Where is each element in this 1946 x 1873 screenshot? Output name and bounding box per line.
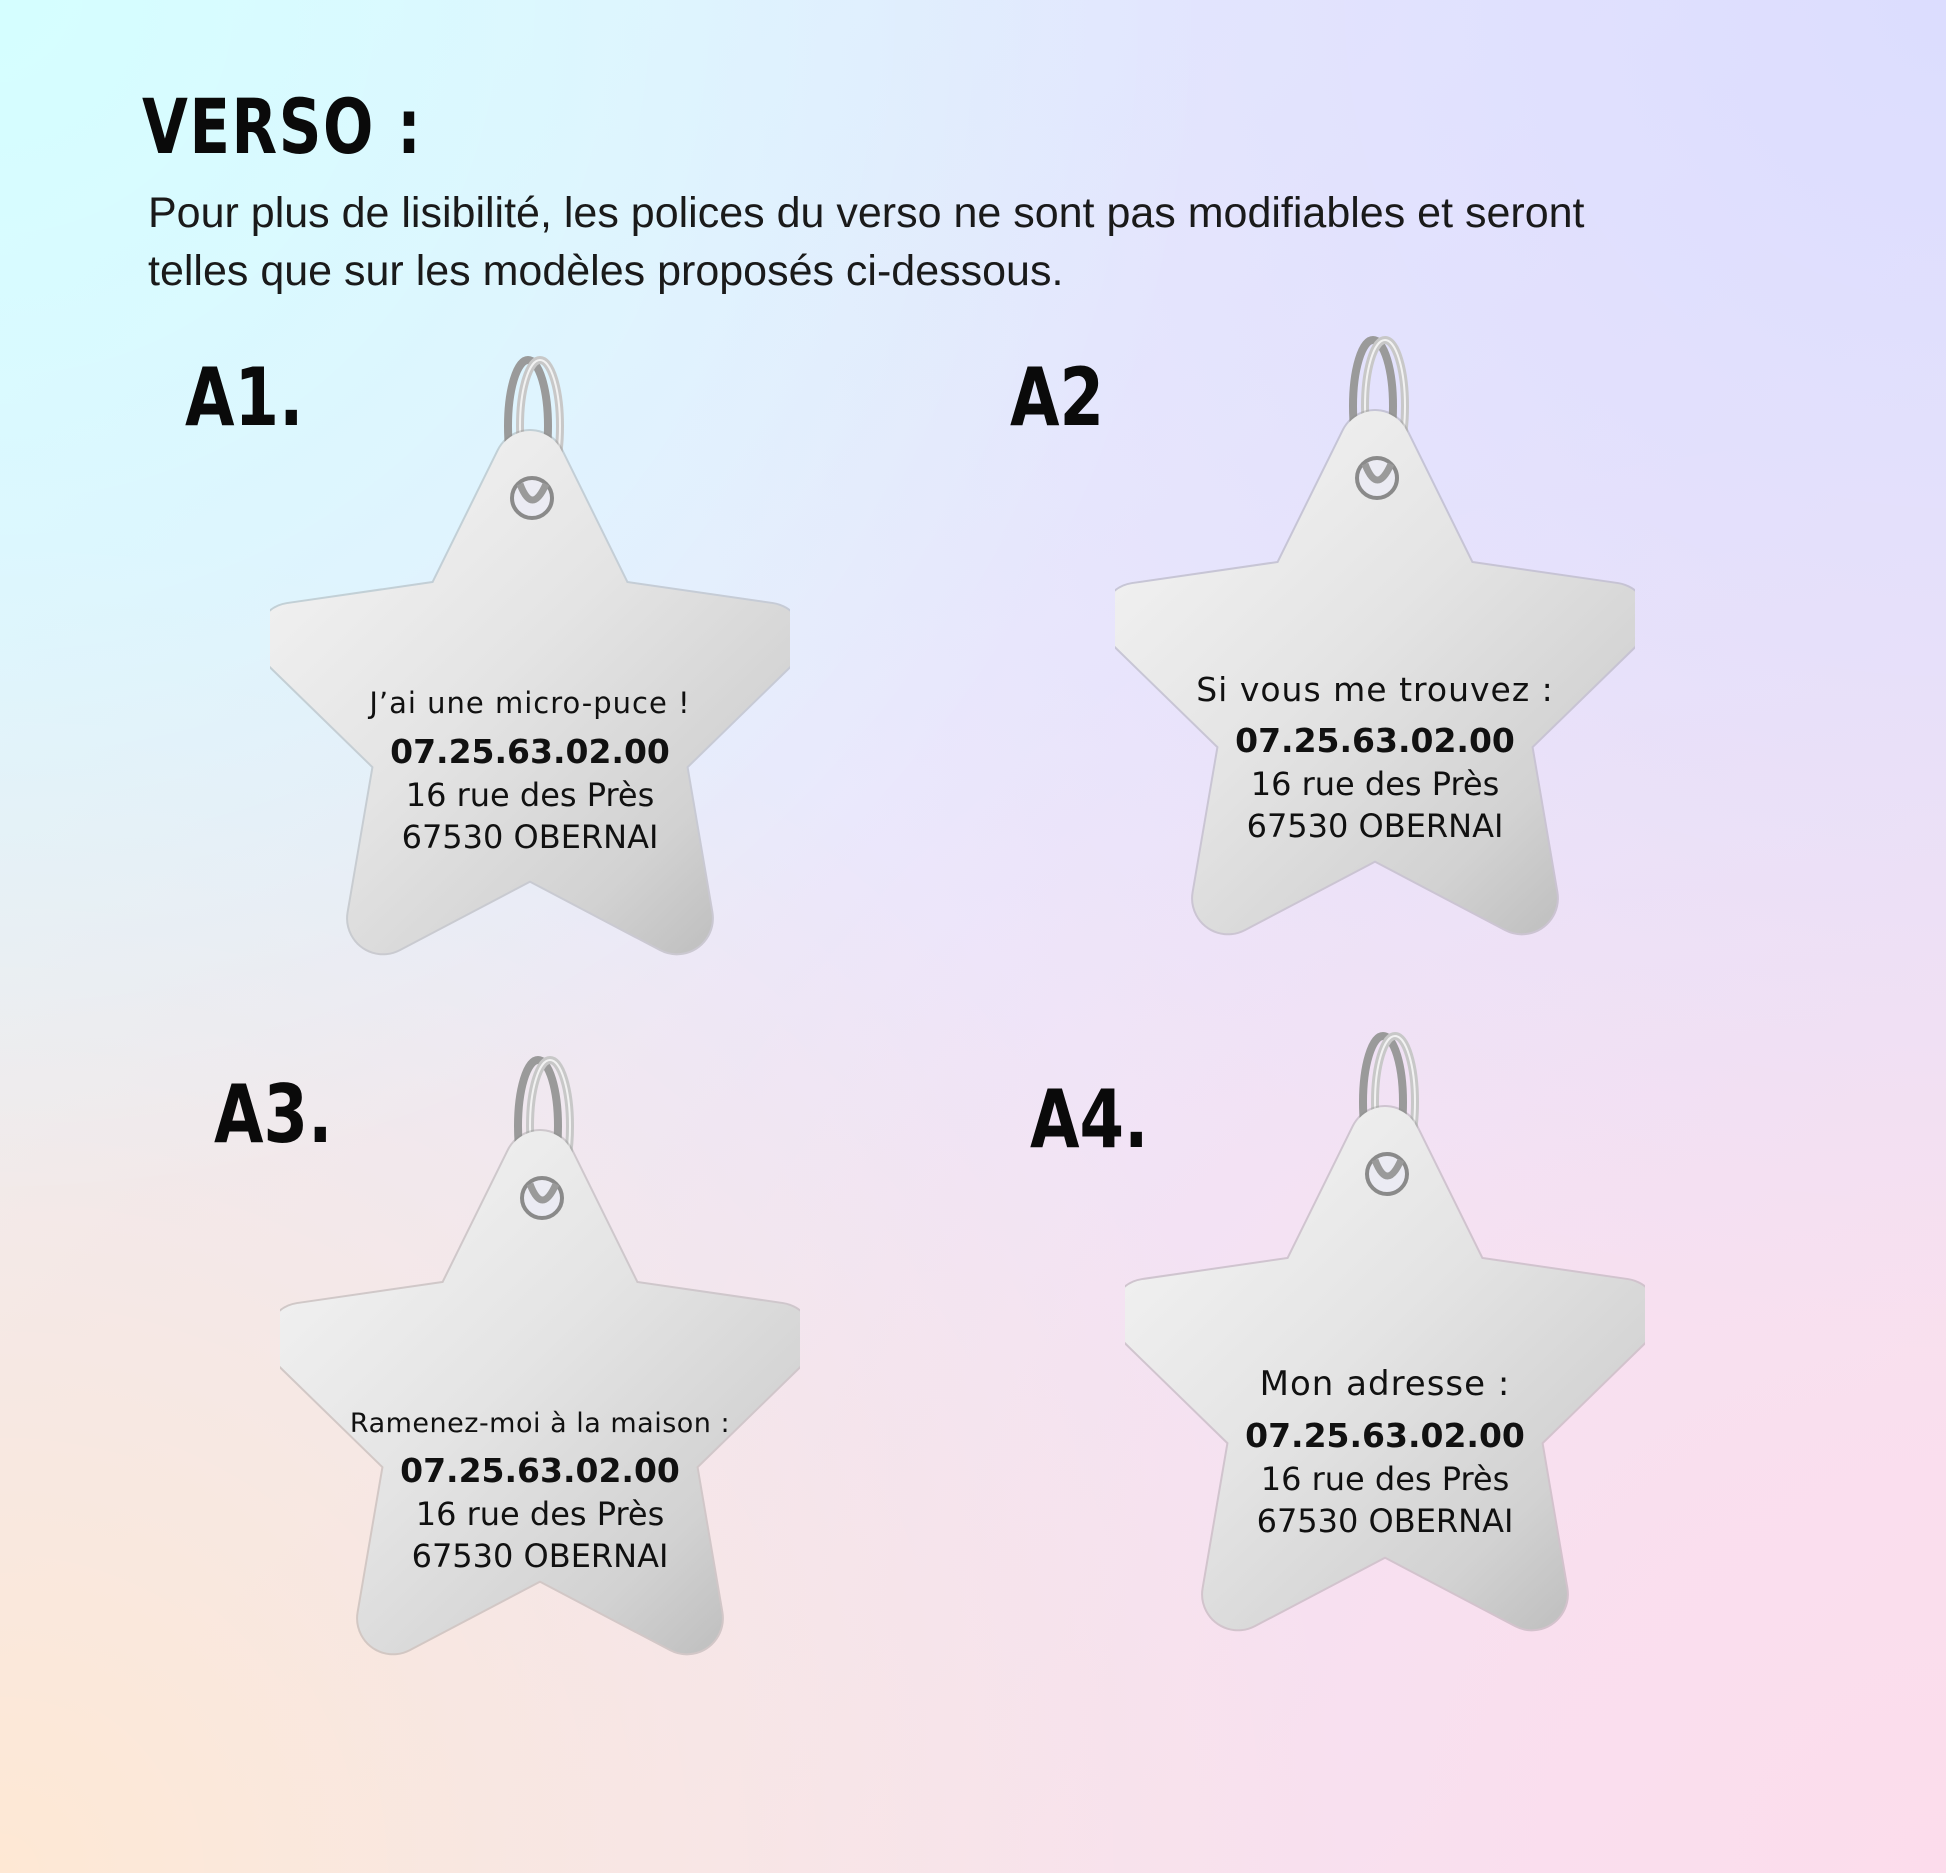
engraving-city: 67530 OBERNAI <box>1256 1502 1514 1540</box>
model-label-a4: A4. <box>1030 1073 1149 1166</box>
star-tag-icon <box>280 1056 800 1716</box>
model-label-a1: A1. <box>185 351 304 444</box>
engraving-message: Ramenez-moi à la maison : <box>349 1408 731 1439</box>
engraving-street: 16 rue des Près <box>405 776 655 814</box>
engraving-street: 16 rue des Près <box>1260 1460 1510 1498</box>
model-label-a2: A2 <box>1010 351 1105 444</box>
star-tag-a1[interactable] <box>270 356 790 1016</box>
engraving-a4 <box>1125 1364 1645 1542</box>
page-title: VERSO : <box>142 82 423 171</box>
engraving-city: 67530 OBERNAI <box>401 818 659 856</box>
engraving-phone: 07.25.63.02.00 <box>1245 1416 1525 1455</box>
model-label-a3: A3. <box>214 1068 333 1161</box>
engraving-message: Mon adresse : <box>1259 1364 1511 1404</box>
intro-line-2: telles que sur les modèles proposés ci-dessous. <box>148 247 1064 295</box>
intro-text <box>148 184 1768 300</box>
engraving-city: 67530 OBERNAI <box>1246 807 1504 845</box>
engraving-message: J’ai une micro-puce ! <box>369 686 691 720</box>
engraving-city: 67530 OBERNAI <box>411 1537 669 1575</box>
engraving-a2 <box>1115 670 1635 847</box>
engraving-street: 16 rue des Près <box>1250 765 1500 803</box>
engraving-street: 16 rue des Près <box>415 1495 665 1533</box>
star-tag-a3[interactable] <box>280 1056 800 1716</box>
star-tag-a2[interactable] <box>1115 336 1635 996</box>
engraving-phone: 07.25.63.02.00 <box>400 1451 680 1490</box>
engraving-a1 <box>270 686 790 858</box>
star-tag-a4[interactable] <box>1125 1032 1645 1692</box>
star-tag-icon <box>1115 336 1635 996</box>
engraving-message: Si vous me trouvez : <box>1196 670 1554 709</box>
star-tag-icon <box>1125 1032 1645 1692</box>
engraving-phone: 07.25.63.02.00 <box>390 732 670 771</box>
engraving-a3 <box>280 1408 800 1577</box>
engraving-phone: 07.25.63.02.00 <box>1235 721 1515 760</box>
intro-line-1: Pour plus de lisibilité, les polices du verso ne sont pas modifiables et seront <box>148 189 1585 237</box>
